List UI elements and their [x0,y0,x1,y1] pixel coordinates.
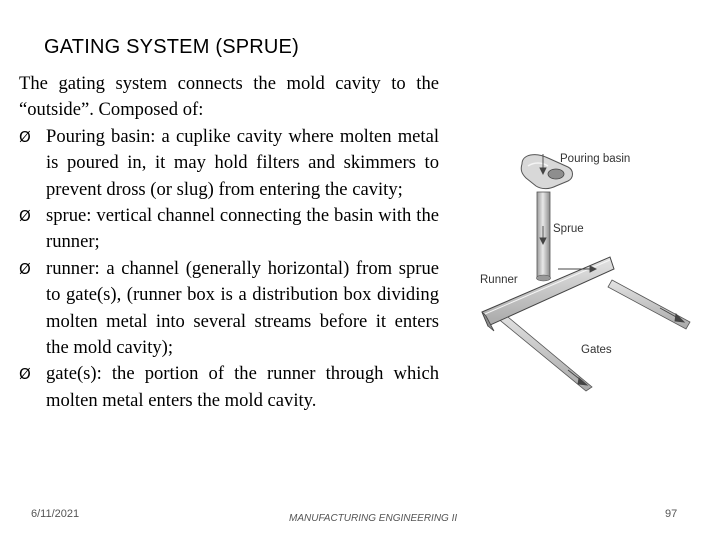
arrow-bullet-icon: Ø [19,365,31,384]
label-sprue: Sprue [553,223,584,235]
arrow-bullet-icon: Ø [19,207,31,226]
bullet-text: Pouring basin: a cuplike cavity where molten metal is poured in, it may hold filters and skimmers to prevent dross (or slug) from entering the cavity; [46,125,439,200]
bullet-list [19,124,439,414]
label-runner: Runner [480,274,518,286]
label-gates: Gates [581,344,612,356]
bullet-text: sprue: vertical channel connecting the basin with the runner; [46,205,439,253]
sprue-shape [537,192,551,281]
slide-body [19,71,439,414]
slide-title: GATING SYSTEM (SPRUE) [44,36,299,58]
bullet-text: runner: a channel (generally horizontal) from sprue to gate(s), (runner box is a distribution box dividing molten metal into several streams before it enters the mold cavity); [46,257,439,359]
label-pouring-basin: Pouring basin [560,153,631,165]
arrow-bullet-icon: Ø [19,259,31,278]
bullet-pouring-basin [19,124,439,203]
bullet-sprue [19,203,439,256]
bullet-runner [19,256,439,362]
arrow-bullet-icon: Ø [19,127,31,146]
bullet-text: gate(s): the portion of the runner through which molten metal enters the mold cavity. [46,363,439,411]
footer-page-number: 97 [665,508,678,520]
gating-system-diagram [450,130,710,420]
bullet-gates [19,361,439,414]
footer-date: 6/11/2021 [31,508,80,520]
intro-text: The gating system connects the mold cavity to the “outside”. Composed of: [19,73,439,121]
footer-course: MANUFACTURING ENGINEERING II [289,513,458,524]
